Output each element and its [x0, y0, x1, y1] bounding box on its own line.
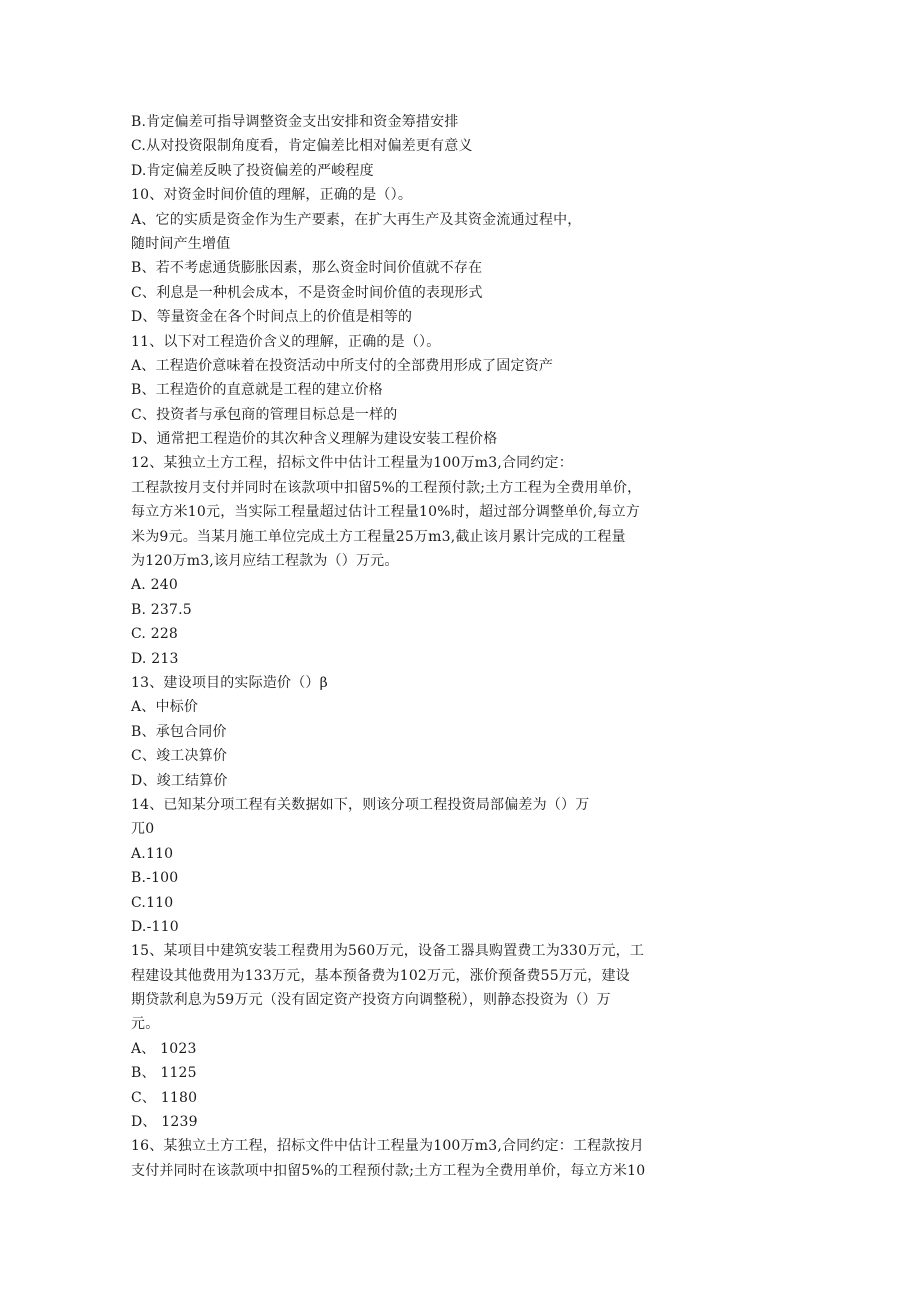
question-16-stem: 16、某独立土方工程，招标文件中估计工程量为100万m3,合同约定：工程款按月: [131, 1138, 644, 1155]
option-line: C、 1180: [131, 1089, 198, 1106]
text-line: 工程款按月支付并同时在该款项中扣留5%的工程预付款;土方工程为全费用单价，: [131, 479, 642, 496]
option-line: A. 240: [131, 577, 178, 594]
option-line: B. 237.5: [131, 601, 192, 618]
text-line: 随时间产生增值: [131, 235, 231, 252]
question-15-stem: 15、某项目中建筑安装工程费用为560万元，设备工器具购置费工为330万元，工: [131, 943, 645, 960]
question-11-stem: 11、以下对工程造价含义的理解，正确的是（）。: [131, 333, 441, 350]
option-line: D、 1239: [131, 1114, 198, 1131]
option-line: C. 228: [131, 626, 179, 643]
text-line: D、等量资金在各个时间点上的价值是相等的: [131, 309, 413, 326]
text-line: B、工程造价的直意就是工程的建立价格: [131, 382, 383, 399]
option-line: B、承包合同价: [131, 723, 227, 740]
text-line: 期贷款利息为59万元（没有固定资产投资方向调整税），则静态投资为（）万: [131, 992, 611, 1009]
text-line: C.从对投资限制角度看，肯定偏差比相对偏差更有意义: [131, 138, 473, 155]
text-line: 元。: [131, 1016, 160, 1033]
text-line: D.肯定偏差反映了投资偏差的严峻程度: [131, 162, 374, 179]
text-line: 支付并同时在该款项中扣留5%的工程预付款;土方工程为全费用单价，每立方米10: [131, 1162, 646, 1179]
question-12-stem: 12、某独立土方工程，招标文件中估计工程量为100万m3,合同约定：: [131, 455, 573, 472]
option-line: B、 1125: [131, 1065, 197, 1082]
text-line: B、若不考虑通货膨胀因素，那么资金时间价值就不存在: [131, 260, 483, 277]
text-line: C、投资者与承包商的管理目标总是一样的: [131, 406, 398, 423]
option-line: B.-100: [131, 870, 179, 887]
option-line: D.-110: [131, 918, 179, 935]
text-line: A、工程造价意味着在投资活动中所支付的全部费用形成了固定资产: [131, 357, 554, 374]
text-line: B.肯定偏差可指导调整资金支出安排和资金筹措安排: [131, 114, 459, 130]
option-line: A.110: [131, 845, 174, 862]
option-line: C.110: [131, 894, 174, 911]
text-line: 程建设其他费用为133万元，基本预备费为102万元，涨价预备费55万元，建设: [131, 967, 630, 984]
option-line: A、 1023: [131, 1040, 197, 1057]
text-line: D、通常把工程造价的其次种含义理解为建设安装工程价格: [131, 431, 498, 448]
text-line: 兀0: [131, 821, 155, 838]
text-line: C、利息是一种机会成本，不是资金时间价值的表现形式: [131, 284, 483, 301]
option-line: C、竣工决算价: [131, 748, 228, 765]
question-14-stem: 14、已知某分项工程有关数据如下，则该分项工程投资局部偏差为（）万: [131, 796, 590, 813]
option-line: D. 213: [131, 650, 179, 667]
option-line: D、竣工结算价: [131, 772, 228, 789]
question-10-stem: 10、对资金时间价值的理解，正确的是（）。: [131, 187, 413, 204]
document-body: [131, 110, 701, 1183]
text-line: 为120万m3,该月应结工程款为（）万元。: [131, 553, 399, 570]
option-line: A、中标价: [131, 699, 199, 716]
text-line: 米为9元。当某月施工单位完成土方工程量25万m3,截止该月累计完成的工程量: [131, 528, 626, 545]
text-line: A、它的实质是资金作为生产要素，在扩大再生产及其资金流通过程中，: [131, 211, 582, 228]
question-13-stem: 13、建设项目的实际造价（）β: [131, 674, 328, 691]
text-line: 每立方米10元，当实际工程量超过估计工程量10%时，超过部分调整单价,每立方: [131, 504, 640, 521]
